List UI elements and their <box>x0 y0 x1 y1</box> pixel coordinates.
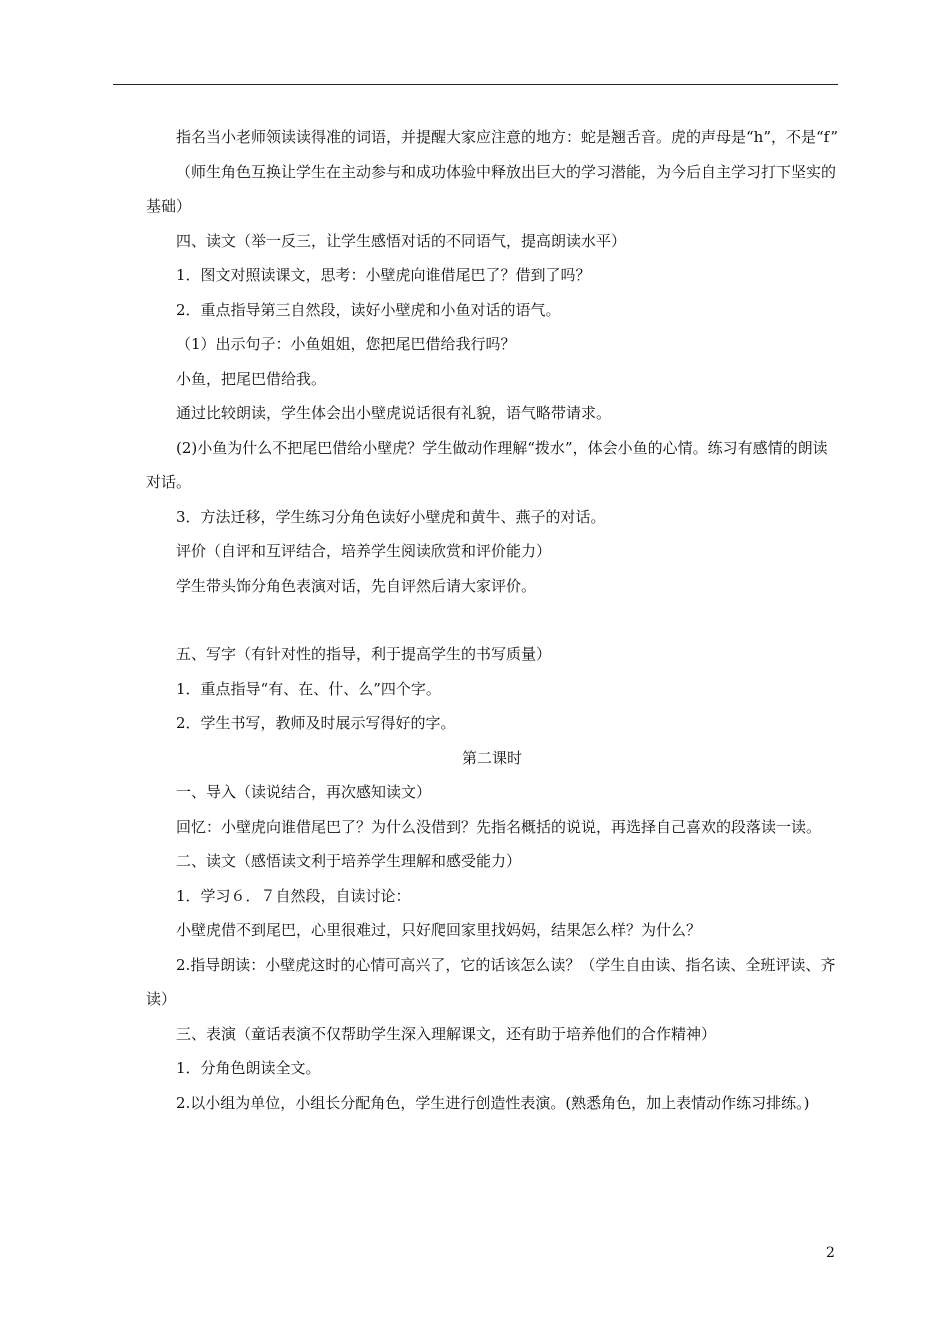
page-number: 2 <box>826 1245 835 1261</box>
paragraph: 2.以小组为单位，小组长分配角色，学生进行创造性表演。(熟悉角色，加上表情动作练习排练。) <box>176 1093 810 1112</box>
paragraph-gap <box>146 603 838 637</box>
paragraph: （师生角色互换让学生在主动参与和成功体验中释放出巨大的学习潜能，为今后自主学习打下坚实的基础） <box>146 162 837 215</box>
paragraph: 二、读文（感悟读文利于培养学生理解和感受能力） <box>176 852 522 870</box>
paragraph: (2)小鱼为什么不把尾巴借给小壁虎？学生做动作理解“拨水”，体会小鱼的心情。练习有感情的朗读对话。 <box>146 438 828 491</box>
paragraph: 2．重点指导第三自然段，读好小壁虎和小鱼对话的语气。 <box>176 300 561 319</box>
paragraph: 2.指导朗读：小壁虎这时的心情可高兴了，它的话该怎么读？（学生自由读、指名读、全班评读、齐读） <box>146 955 836 1008</box>
header-rule <box>113 84 838 85</box>
paragraph: 1．图文对照读课文，思考：小壁虎向谁借尾巴了？借到了吗？ <box>176 266 591 284</box>
paragraph: 1．学习６．７自然段，自读讨论： <box>176 886 411 905</box>
document-body <box>146 120 838 1120</box>
paragraph: 小壁虎借不到尾巴，心里很难过，只好爬回家里找妈妈，结果怎么样？为什么？ <box>176 921 702 939</box>
paragraph: 三、表演（童话表演不仅帮助学生深入理解课文，还有助于培养他们的合作精神） <box>176 1024 717 1043</box>
paragraph: 1．重点指导“有、在、什、么”四个字。 <box>176 679 441 698</box>
paragraph: 3．方法迁移，学生练习分角色读好小壁虎和黄牛、燕子的对话。 <box>176 507 606 526</box>
paragraph: 小鱼，把尾巴借给我。 <box>176 369 327 388</box>
paragraph: 回忆：小壁虎向谁借尾巴了？为什么没借到？先指名概括的说说，再选择自己喜欢的段落读一读。 <box>176 817 822 836</box>
section-heading: 第二课时 <box>461 748 522 767</box>
paragraph: 2．学生书写，教师及时展示写得好的字。 <box>176 714 456 732</box>
paragraph: （1）出示句子：小鱼姐姐，您把尾巴借给我行吗？ <box>176 335 516 353</box>
paragraph: 学生带头饰分角色表演对话，先自评然后请大家评价。 <box>176 576 537 595</box>
paragraph: 一、导入（读说结合，再次感知读文） <box>176 783 432 801</box>
paragraph: 五、写字（有针对性的指导，利于提高学生的书写质量） <box>176 645 552 663</box>
paragraph: 四、读文（举一反三，让学生感悟对话的不同语气，提高朗读水平） <box>176 231 627 250</box>
paragraph: 1．分角色朗读全文。 <box>176 1059 321 1077</box>
paragraph: 通过比较朗读，学生体会出小壁虎说话很有礼貌，语气略带请求。 <box>176 404 612 422</box>
paragraph: 评价（自评和互评结合，培养学生阅读欣赏和评价能力） <box>176 542 552 560</box>
paragraph: 指名当小老师领读读得准的词语，并提醒大家应注意的地方：蛇是翘舌音。虎的声母是“h”，不是“f” <box>176 128 838 146</box>
